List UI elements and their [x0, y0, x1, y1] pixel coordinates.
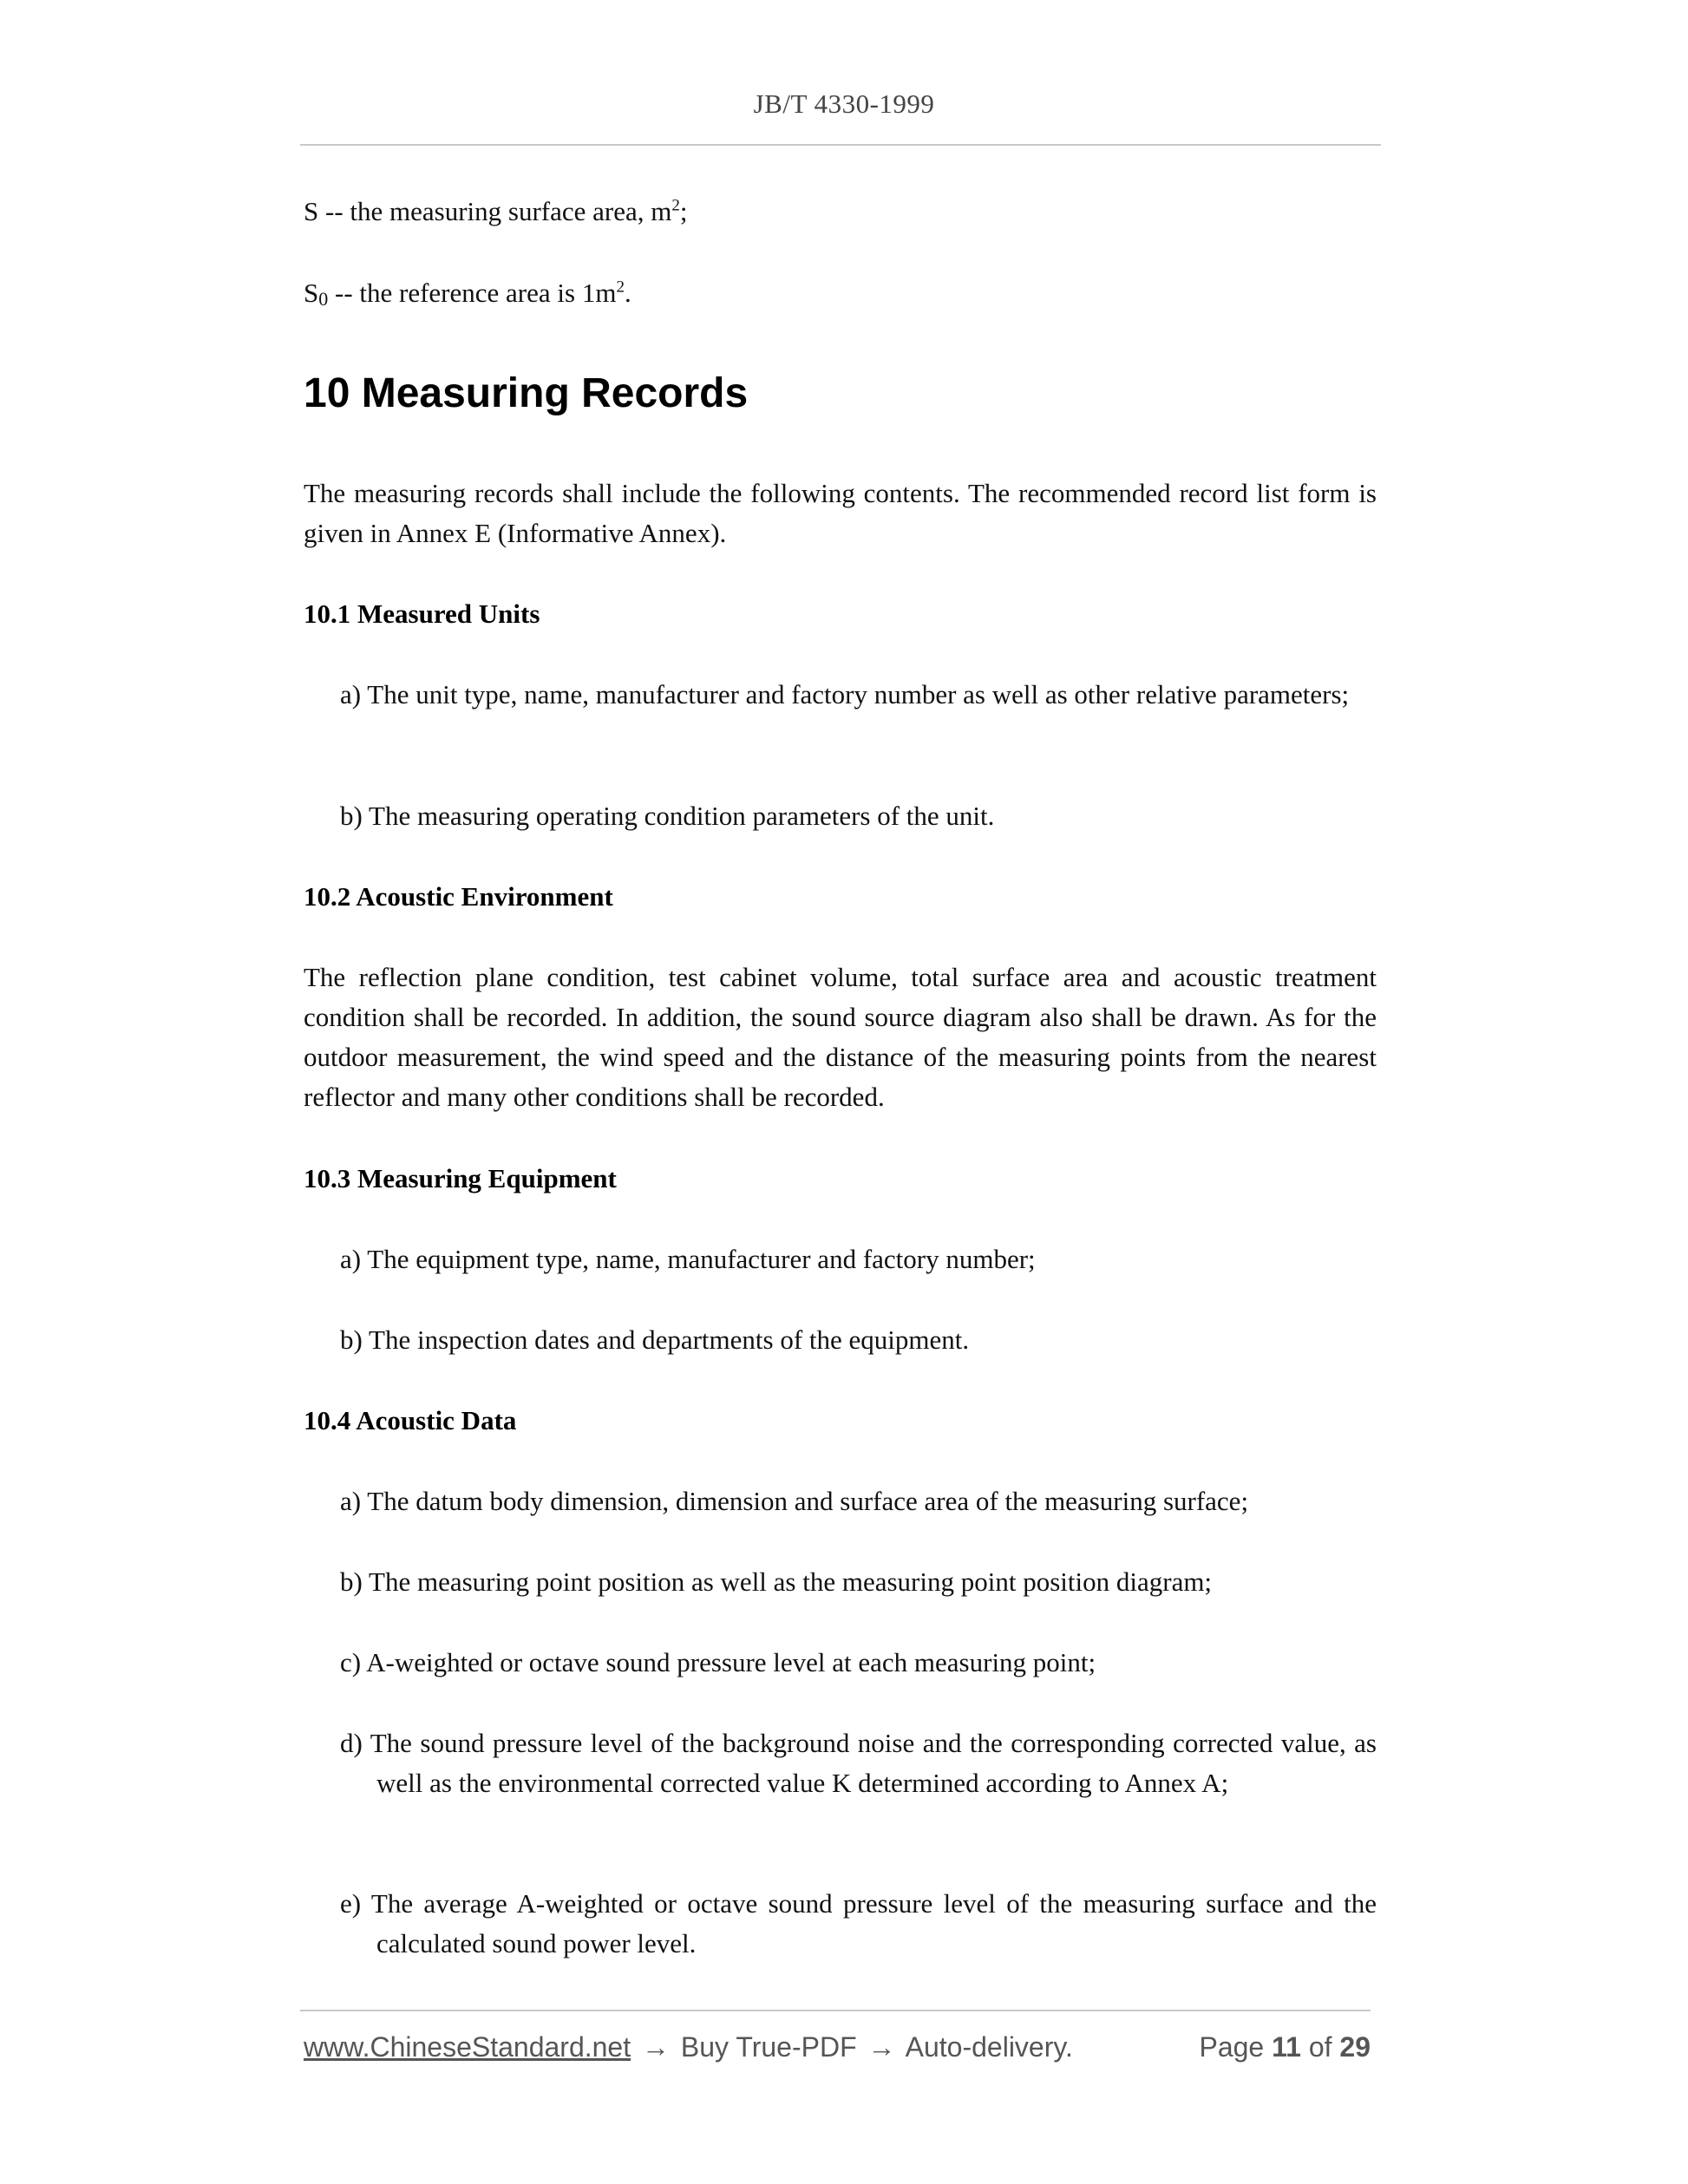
list-item-10-1-a: a) The unit type, name, manufacturer and factory number as well as other relative parameters; — [340, 679, 1350, 709]
auto-delivery-text: Auto-delivery. — [905, 2031, 1073, 2063]
list-item-10-3-a: a) The equipment type, name, manufacturer and factory number; — [340, 1244, 1036, 1274]
definition-s0-sub: 0 — [318, 288, 329, 310]
list-item-10-1-b: b) The measuring operating condition parameters of the unit. — [340, 801, 995, 831]
page-current: 11 — [1272, 2031, 1301, 2063]
list-item-10-4-e: e) The average A-weighted or octave sound pressure level of the measuring surface and the calculated sound power level. — [340, 1888, 1377, 1958]
buy-true-pdf-text: Buy True-PDF — [680, 2031, 857, 2063]
site-link[interactable]: www.ChineseStandard.net — [304, 2031, 631, 2063]
arrow-right-icon: → — [867, 2031, 896, 2063]
section-intro: The measuring records shall include the following contents. The recommended record list form is given in Annex E (Informative Annex). — [304, 478, 1377, 548]
page-label: Page — [1199, 2031, 1265, 2063]
list-item-10-3-b: b) The inspection dates and departments of the equipment. — [340, 1324, 970, 1355]
list-item-10-4-b: b) The measuring point position as well as the measuring point position diagram; — [340, 1566, 1213, 1597]
definition-s-symbol: S — [304, 196, 319, 226]
page-header-standard-code: JB/T 4330-1999 — [753, 88, 935, 119]
definition-s-sup: 2 — [671, 196, 680, 215]
footer-divider — [300, 2010, 1371, 2011]
definition-s0-end: . — [624, 278, 631, 308]
list-item-10-4-c: c) A-weighted or octave sound pressure level at each measuring point; — [340, 1647, 1096, 1677]
definition-s — [304, 192, 687, 232]
definition-s0-sup: 2 — [616, 278, 625, 297]
definition-s-text: -- the measuring surface area, m — [318, 196, 672, 226]
subsection-title-10-2: 10.2 Acoustic Environment — [304, 881, 613, 912]
definition-s0-symbol: S — [304, 278, 319, 308]
subsection-title-10-1: 10.1 Measured Units — [304, 598, 540, 629]
header-divider — [300, 144, 1381, 146]
subsection-title-10-4: 10.4 Acoustic Data — [304, 1405, 517, 1435]
list-item-10-4-a: a) The datum body dimension, dimension and surface area of the measuring surface; — [340, 1486, 1249, 1516]
definition-s-end: ; — [679, 196, 688, 226]
page-total: 29 — [1339, 2031, 1371, 2063]
page-of-label: of — [1308, 2031, 1332, 2063]
page-footer — [304, 2028, 1371, 2066]
page-indicator — [1199, 2028, 1371, 2066]
subsection-paragraph-10-2: The reflection plane condition, test cabinet volume, total surface area and acoustic treatment condition shall be recorded. In addition, the sound source diagram also shall be drawn. As for the outdoor measurement, the wind speed and the distance of the measuring points from the nearest reflector and many other conditions shall be recorded. — [304, 962, 1377, 1112]
definition-s0-text: -- the reference area is 1m — [328, 278, 617, 308]
arrow-right-icon: → — [642, 2031, 670, 2063]
definition-s0 — [304, 273, 631, 313]
list-item-10-4-d: d) The sound pressure level of the background noise and the corresponding corrected value, as well as the environmental corrected value K determined according to Annex A; — [340, 1728, 1377, 1798]
subsection-title-10-3: 10.3 Measuring Equipment — [304, 1163, 617, 1193]
section-title: 10 Measuring Records — [304, 370, 749, 416]
